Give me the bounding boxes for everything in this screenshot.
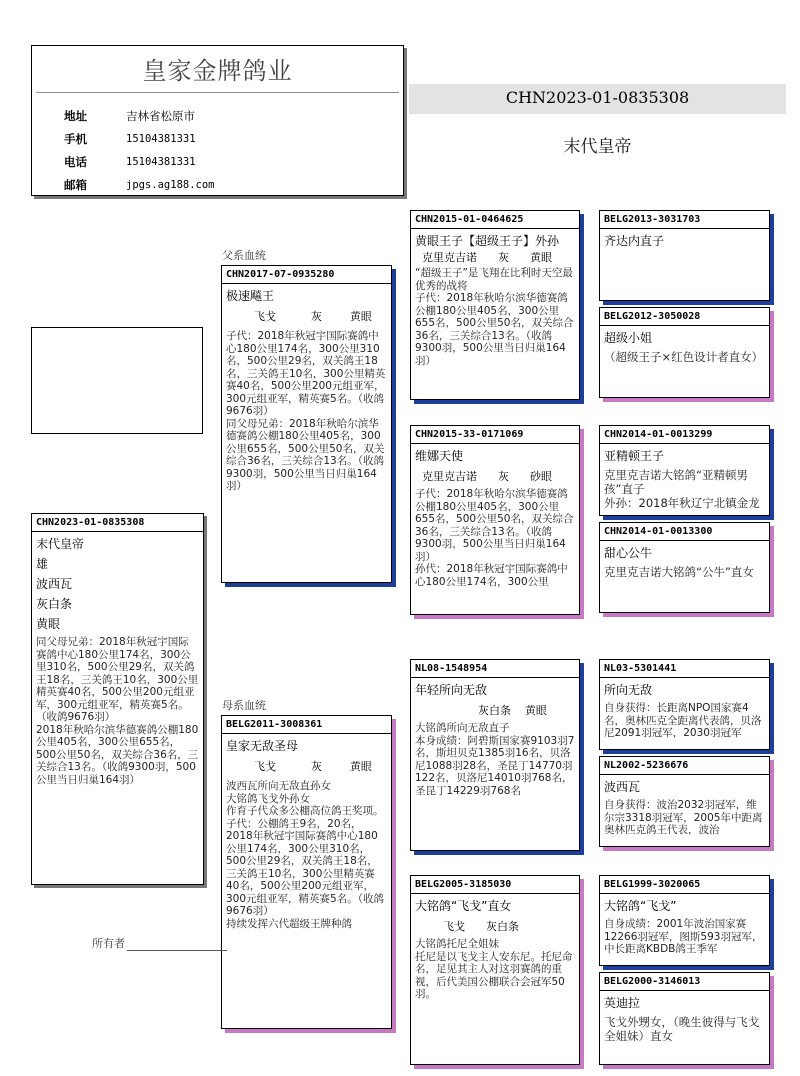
ancestor-card <box>599 972 770 1065</box>
ring-number: BELG2012-3050028 <box>600 308 769 326</box>
subject-ring-banner <box>409 84 786 114</box>
granddam-paternal-card <box>410 425 580 615</box>
sire-card <box>221 265 392 583</box>
bird-strain: 波西瓦 <box>36 577 73 591</box>
bird-name: 波西瓦 <box>604 780 641 794</box>
ring-number: CHN2015-01-0464625 <box>411 211 579 229</box>
bird-name: 黄眼王子【超级王子】外孙 <box>415 234 560 248</box>
phone-label: 电话 <box>64 154 87 169</box>
ring-number: NL03-5301441 <box>600 660 769 678</box>
grandsire-maternal-card <box>410 659 580 851</box>
subject-ring-number: CHN2023-01-0835308 <box>505 88 690 107</box>
owner-label: 所有者 <box>92 937 125 950</box>
dam-line-label: 母系血统 <box>222 699 266 712</box>
bird-description: 自身成绩：2001年波治国家赛12266羽冠军，图斯593羽冠军，中长距离KBDB鸽王季军 <box>604 918 763 955</box>
ring-number: NL08-1548954 <box>411 660 579 678</box>
bird-attributes: 飞戈 灰 黄眼 <box>226 310 372 323</box>
ancestor-card <box>599 210 770 301</box>
bird-description: 大铭鸽所向无敌直子 本身成绩：阿碧斯国家赛9103羽7名，斯坦贝克1385羽16名，贝洛尼1088羽28名，圣昆丁14770羽122名，贝洛尼14010羽768名，圣昆丁14229羽768名 <box>415 722 575 797</box>
bird-name: 亚精顿王子 <box>604 449 665 463</box>
ring-number: NL2002-5236676 <box>600 757 769 775</box>
divider <box>36 92 399 93</box>
ring-number: BELG2000-3146013 <box>600 973 769 991</box>
bird-description: 飞戈外甥女，（晚生彼得与飞戈全姐妹）直女 <box>604 1015 760 1043</box>
bird-description: 子代：2018年秋哈尔滨华德赛鸽公棚180公里405名，300公里655名，500公里50名，双关综合36名，三关综合13名。（收鸽9300羽，500公里当日归巢164羽） 孙代：2018年秋冠宇国际赛鸽中心180公里174名，300公里 <box>415 488 574 588</box>
photo-placeholder <box>31 327 203 434</box>
bird-name: 大铭鸽“飞戈”直女 <box>415 899 512 913</box>
email-label: 邮箱 <box>64 177 87 192</box>
bird-name: 皇家无敌圣母 <box>226 739 299 753</box>
bird-name: 年轻所向无敌 <box>415 683 488 697</box>
bird-name: 末代皇帝 <box>36 537 85 551</box>
signature-line <box>127 950 227 951</box>
ring-number: CHN2023-01-0835308 <box>32 514 203 532</box>
ring-number: CHN2014-01-0013300 <box>600 523 769 541</box>
dam-card <box>221 715 392 1029</box>
phone-value: 15104381331 <box>126 155 196 168</box>
bird-description: （超级王子×红色设计者直女） <box>604 350 764 364</box>
loft-title: 皇家金牌鸽业 <box>142 57 293 85</box>
ancestor-card <box>599 307 770 398</box>
ancestor-card <box>599 875 770 966</box>
bird-eye: 黄眼 <box>36 617 61 631</box>
bird-sex: 雄 <box>36 557 49 571</box>
ring-number: BELG2005-3185030 <box>411 876 579 894</box>
grandsire-paternal-card <box>410 210 580 400</box>
bird-name: 甜心公牛 <box>604 546 653 560</box>
ring-number: BELG2013-3031703 <box>600 211 769 229</box>
bird-name: 齐达内直子 <box>604 234 665 248</box>
bird-description: 大铭鸽托尼全姐妹 托尼是以飞戈主人安东尼。托尼命名，足见其主人对这羽赛鸽的重视，后代美国公棚联合会冠军50羽。 <box>415 938 573 1000</box>
bird-description: 同父母兄弟：2018年秋冠宇国际赛鸽中心180公里174名，300公里310名，500公里29名，双关鸽王18名，三关鸽王10名，300公里精英赛40名，500公里200元组亚军，300元组亚军，精英赛5名。（收鸽9676羽） 2018年秋哈尔滨华德赛鸽公棚180公里405名，300公里655名，500公里50名，双关综合36名，三关综合13名。（收鸽9300羽，500公里当日归巢164羽） <box>36 636 199 786</box>
bird-description <box>600 251 769 255</box>
ancestor-card <box>599 425 770 516</box>
bird-color: 灰白条 <box>36 597 73 611</box>
ring-number: BELG1999-3020065 <box>600 876 769 894</box>
ring-number: BELG2011-3008361 <box>222 716 391 734</box>
email-value: jpgs.ag188.com <box>126 178 215 191</box>
bird-name: 所向无敌 <box>604 683 653 697</box>
bird-attributes: 灰白条 黄眼 <box>415 704 547 717</box>
bird-name: 超级小姐 <box>604 331 653 345</box>
address-value: 吉林省松原市 <box>126 108 195 123</box>
subject-card <box>31 513 204 885</box>
bird-description: 波西瓦所向无敌直孙女 大铭鸽飞戈外孙女 作育子代众多公棚高位鸽王奖项。 子代：公棚鸽王9名，20名，2018年秋冠宇国际赛鸽中心180公里174名，300公里310名，500公里29名，双关鸽王18名，三关鸽王10名，300公里精英赛40名，500公里200元组亚军，300元组亚军，精英赛5名。（收鸽9676羽） 持续发挥六代超级王牌种鸽 <box>226 780 384 930</box>
ancestor-card <box>599 522 770 613</box>
ancestor-card <box>599 659 770 750</box>
bird-description: 克里克吉诺大铭鸽“公牛”直女 <box>604 565 754 579</box>
ring-number: CHN2017-07-0935280 <box>222 266 391 284</box>
subject-name-heading: 末代皇帝 <box>563 137 632 157</box>
bird-attributes: 克里克吉诺 灰 砂眼 <box>415 470 552 483</box>
bird-attributes: 飞戈 灰 黄眼 <box>226 760 372 773</box>
mobile-label: 手机 <box>64 131 87 146</box>
address-label: 地址 <box>64 108 87 123</box>
ring-number: CHN2015-33-0171069 <box>411 426 579 444</box>
bird-name: 维娜天使 <box>415 449 464 463</box>
ring-number: CHN2014-01-0013299 <box>600 426 769 444</box>
loft-contact-table <box>64 104 215 196</box>
bird-attributes: 克里克吉诺 灰 黄眼 <box>415 251 552 264</box>
granddam-maternal-card <box>410 875 580 1065</box>
bird-attributes: 飞戈 灰白条 <box>415 920 519 933</box>
sire-line-label: 父系血统 <box>222 249 266 262</box>
mobile-value: 15104381331 <box>126 132 196 145</box>
bird-name: 大铭鸽“飞戈” <box>604 899 677 913</box>
loft-info-card <box>31 45 404 196</box>
ancestor-card <box>599 756 770 847</box>
bird-description: “超级王子”是飞翔在比利时天空最优秀的战将 子代：2018年秋哈尔滨华德赛鸽公棚180公里405名，300公里655名，500公里50名，双关综合36名，三关综合13名。（收鸽9300羽，500公里当日归巢164羽） <box>415 267 574 367</box>
bird-description: 克里克吉诺大铭鸽“亚精顿男孩”直子 外孙：2018年秋辽宁北镇金龙 <box>604 468 760 510</box>
bird-description: 自身获得：波治2032羽冠军，维尔宗3318羽冠军，2005年中距离奥林匹克鸽王代表，波治 <box>604 799 763 836</box>
bird-name: 英迪拉 <box>604 996 641 1010</box>
bird-description: 自身获得：长距离NPO国家赛4名，奥林匹克全距离代表鸽，贝洛尼2091羽冠军，2030羽冠军 <box>604 702 762 739</box>
bird-name: 极速飚王 <box>226 289 275 303</box>
owner-signature-line <box>92 935 227 951</box>
bird-description: 子代：2018年秋冠宇国际赛鸽中心180公里174名，300公里310名，500公里29名，双关鸽王18名，三关鸽王10名，300公里精英赛40名，500公里200元组亚军，300元组亚军，精英赛5名。（收鸽9676羽） 同父母兄弟：2018年秋哈尔滨华德赛鸽公棚180公里405名，300公里655名，500公里50名，双关综合36名，三关综合13名。（收鸽9300羽，500公里当日归巢164羽） <box>226 330 386 492</box>
